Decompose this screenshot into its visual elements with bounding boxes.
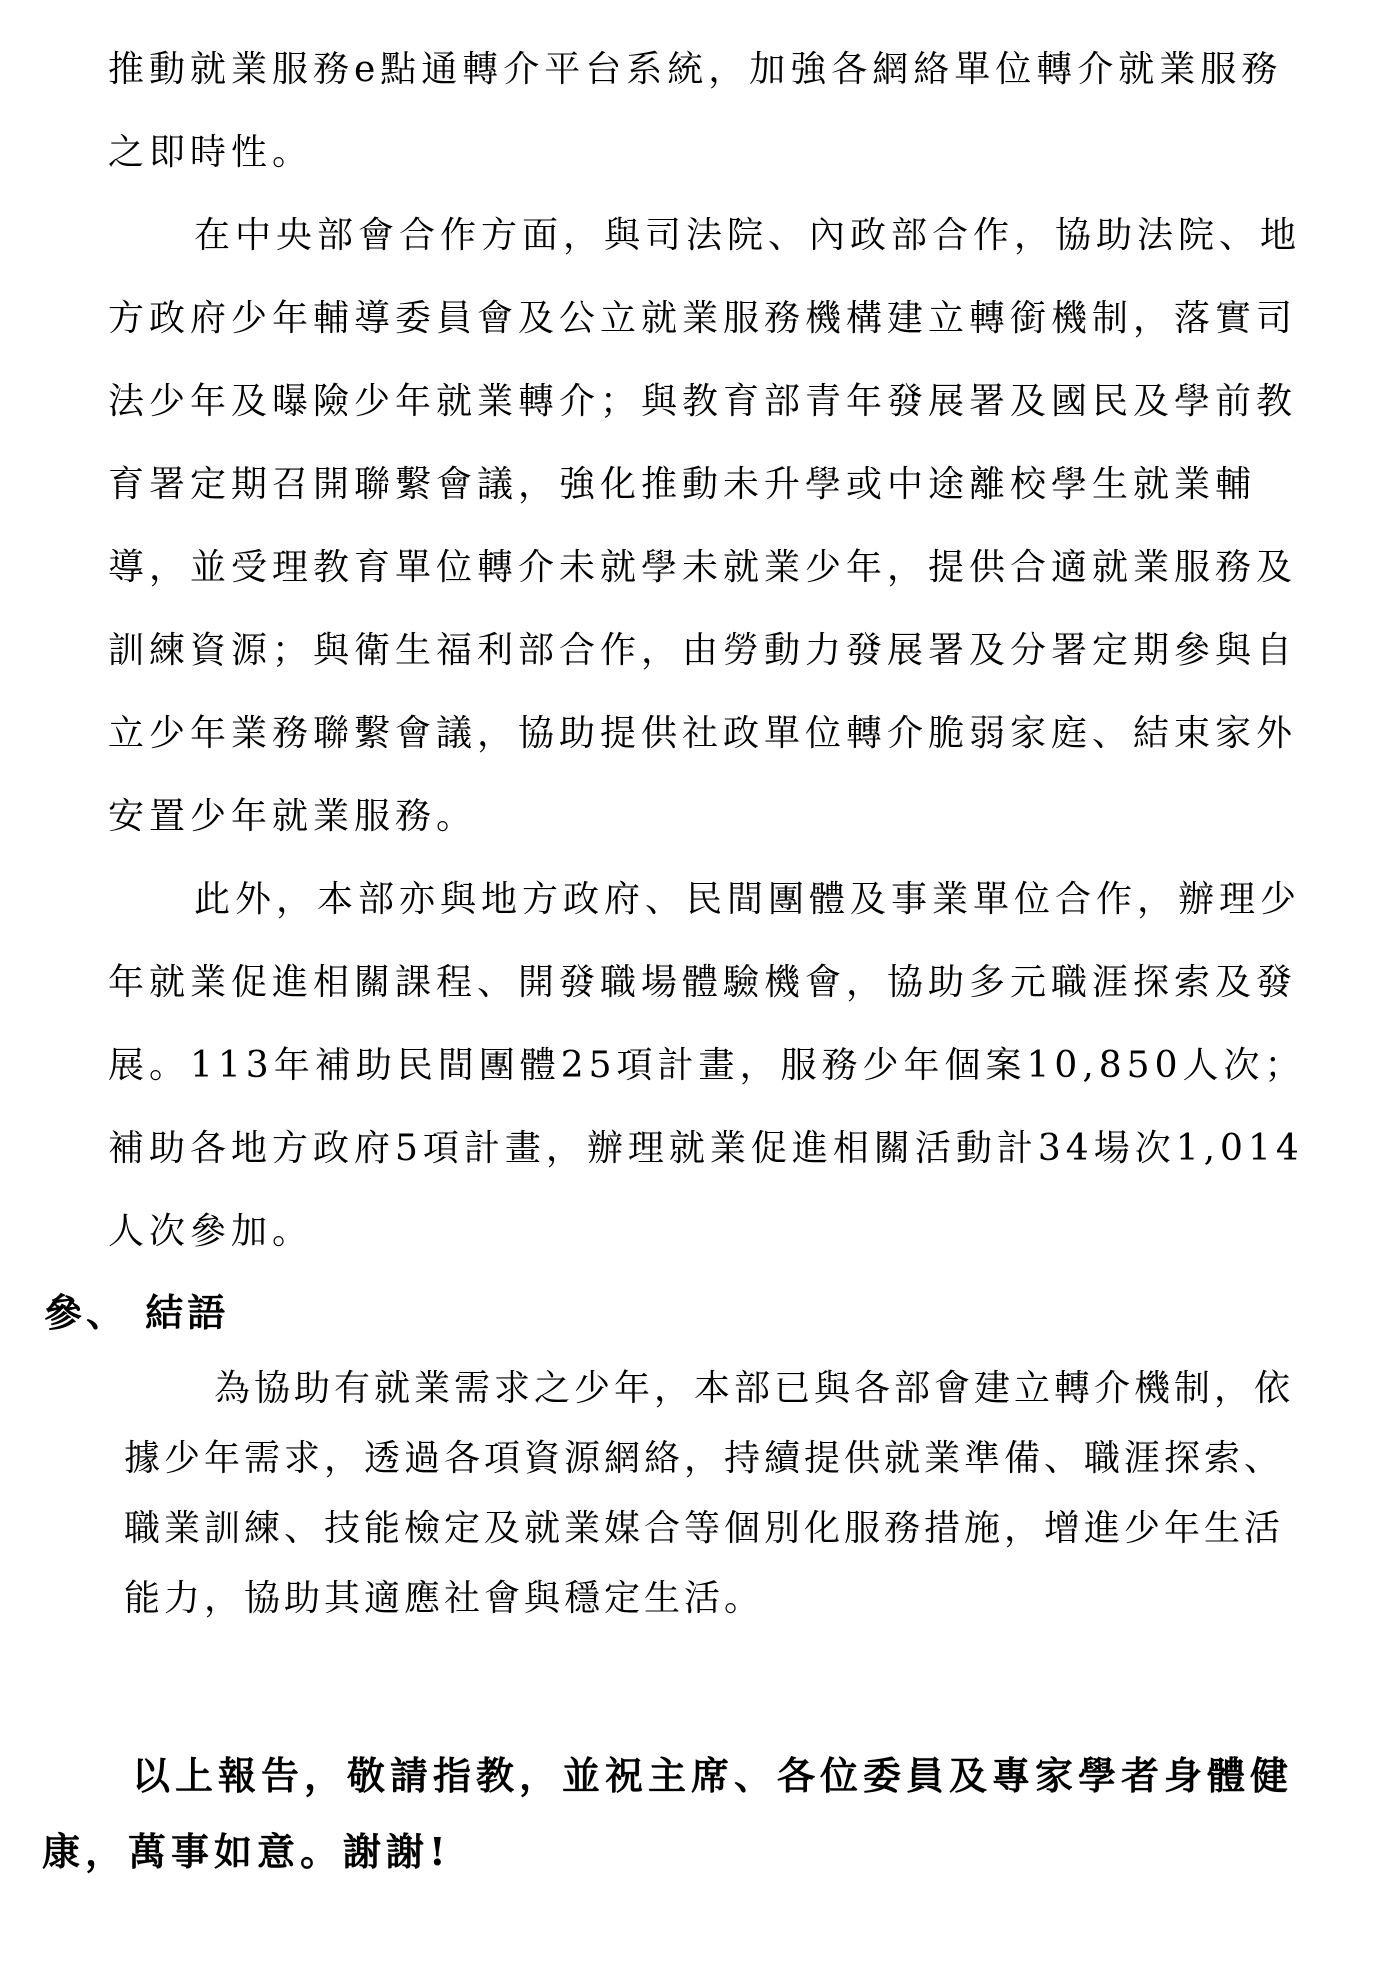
closing-remarks: 以上報告，敬請指教，並祝主席、各位委員及專家學者身體健康，萬事如意。謝謝! xyxy=(42,1753,1294,1874)
section-heading-conclusion: 參、 結語 xyxy=(44,1290,230,1335)
paragraph-eservice-continuation: 推動就業服務e點通轉介平台系統，加強各網絡單位轉介就業服務之即時性。 xyxy=(108,49,1283,173)
paragraph-conclusion: 為協助有就業需求之少年，本部已與各部會建立轉介機制，依據少年需求，透過各項資源網絡，持續提供就業準備、職涯探索、職業訓練、技能檢定及就業媒合等個別化服務措施，增進少年生活能力，協助其適應社會與穩定生活。 xyxy=(124,1368,1295,1619)
paragraph-local-government-cooperation: 此外，本部亦與地方政府、民間團體及事業單位合作，辦理少年就業促進相關課程、開發職場體驗機會，協助多元職涯探索及發展。113年補助民間團體25項計畫，服務少年個案10,850人次；補助各地方政府5項計畫，辦理就業促進相關活動計34場次1,014人次參加。 xyxy=(108,879,1306,1252)
paragraph-central-ministry-cooperation: 在中央部會合作方面，與司法院、內政部合作，協助法院、地方政府少年輔導委員會及公立就業服務機構建立轉銜機制，落實司法少年及曝險少年就業轉介；與教育部青年發展署及國民及學前教育署定期召開聯繫會議，強化推動未升學或中途離校學生就業輔導，並受理教育單位轉介未就學未就業少年，提供合適就業服務及訓練資源；與衛生福利部合作，由勞動力發展署及分署定期參與自立少年業務聯繫會議，協助提供社政單位轉介脆弱家庭、結束家外安置少年就業服務。 xyxy=(108,215,1302,837)
